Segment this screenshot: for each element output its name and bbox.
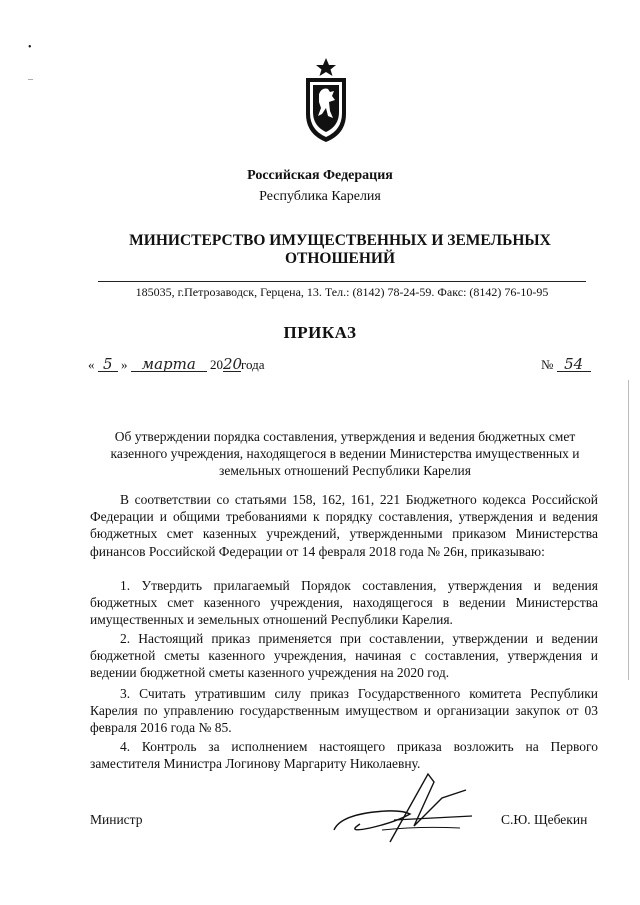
scan-mark: • xyxy=(28,42,32,53)
number-label: № xyxy=(541,357,554,372)
scan-edge xyxy=(628,380,629,680)
date-year-word: года xyxy=(241,357,265,372)
order-number xyxy=(541,357,591,373)
ministry-name xyxy=(70,232,610,268)
body-intro: В соответствии со статьями 158, 162, 161, 221 Бюджетного кодекса Российской Федерации и общими требованиями к порядку составления, утверждения и ведения бюджетных смет казенных учреждений, утвержденными приказом Министерства финансов Российской Федерации от 14 февраля 2018 года № 26н, приказываю: xyxy=(90,492,598,559)
date-month: марта xyxy=(131,357,207,372)
date-day: 5 xyxy=(98,357,118,372)
header-divider xyxy=(98,281,586,282)
republic-name: Республика Карелия xyxy=(259,189,381,204)
body-item: 1. Утвердить прилагаемый Порядок составления, утверждения и ведения бюджетных смет казенного учреждения, находящегося в ведении Министерства имущественных и земельных отношений Республики Карелия. xyxy=(90,578,598,628)
date-open-quote: « xyxy=(88,357,95,372)
signer-name: С.Ю. Щебекин xyxy=(501,812,588,827)
body-item: 2. Настоящий приказ применяется при составлении, утверждении и ведении бюджетной сметы казенного учреждения, начиная с составления, утверждения и ведении бюджетной сметы казенного учреждения на 2020 год. xyxy=(90,631,598,681)
date-close-quote: » xyxy=(121,357,128,372)
karelia-coat-of-arms-emblem xyxy=(302,56,350,144)
handwritten-signature xyxy=(330,768,480,848)
scan-mark: – xyxy=(28,74,33,85)
number-value: 54 xyxy=(557,357,591,372)
country-name: Российская Федерация xyxy=(247,168,393,183)
date-year-suffix: 20 xyxy=(223,355,243,373)
document-title: ПРИКАЗ xyxy=(283,323,357,342)
ministry-address: 185035, г.Петрозаводск, Герцена, 13. Тел.: (8142) 78-24-59. Факс: (8142) 76-10-95 xyxy=(135,285,549,299)
body-item: 4. Контроль за исполнением настоящего приказа возложить на Первого заместителя Министра Логинову Маргариту Николаевну. xyxy=(90,739,598,772)
order-date xyxy=(88,357,265,373)
order-subject: Об утверждении порядка составления, утверждения и ведения бюджетных смет казенного учреждения, находящегося в ведении Министерства имущественных и земельных отношений Республики Карелия xyxy=(110,429,580,478)
date-year-prefix: 20 xyxy=(210,357,223,372)
ministry-name-line: ОТНОШЕНИЙ xyxy=(284,250,396,267)
signer-role: Министр xyxy=(90,812,143,827)
body-item: 3. Считать утратившим силу приказ Государственного комитета Республики Карелия по управлению государственным имуществом и организации закупок от 03 февраля 2016 года № 85. xyxy=(90,686,598,736)
ministry-name-line: МИНИСТЕРСТВО ИМУЩЕСТВЕННЫХ И ЗЕМЕЛЬНЫХ xyxy=(129,232,551,249)
